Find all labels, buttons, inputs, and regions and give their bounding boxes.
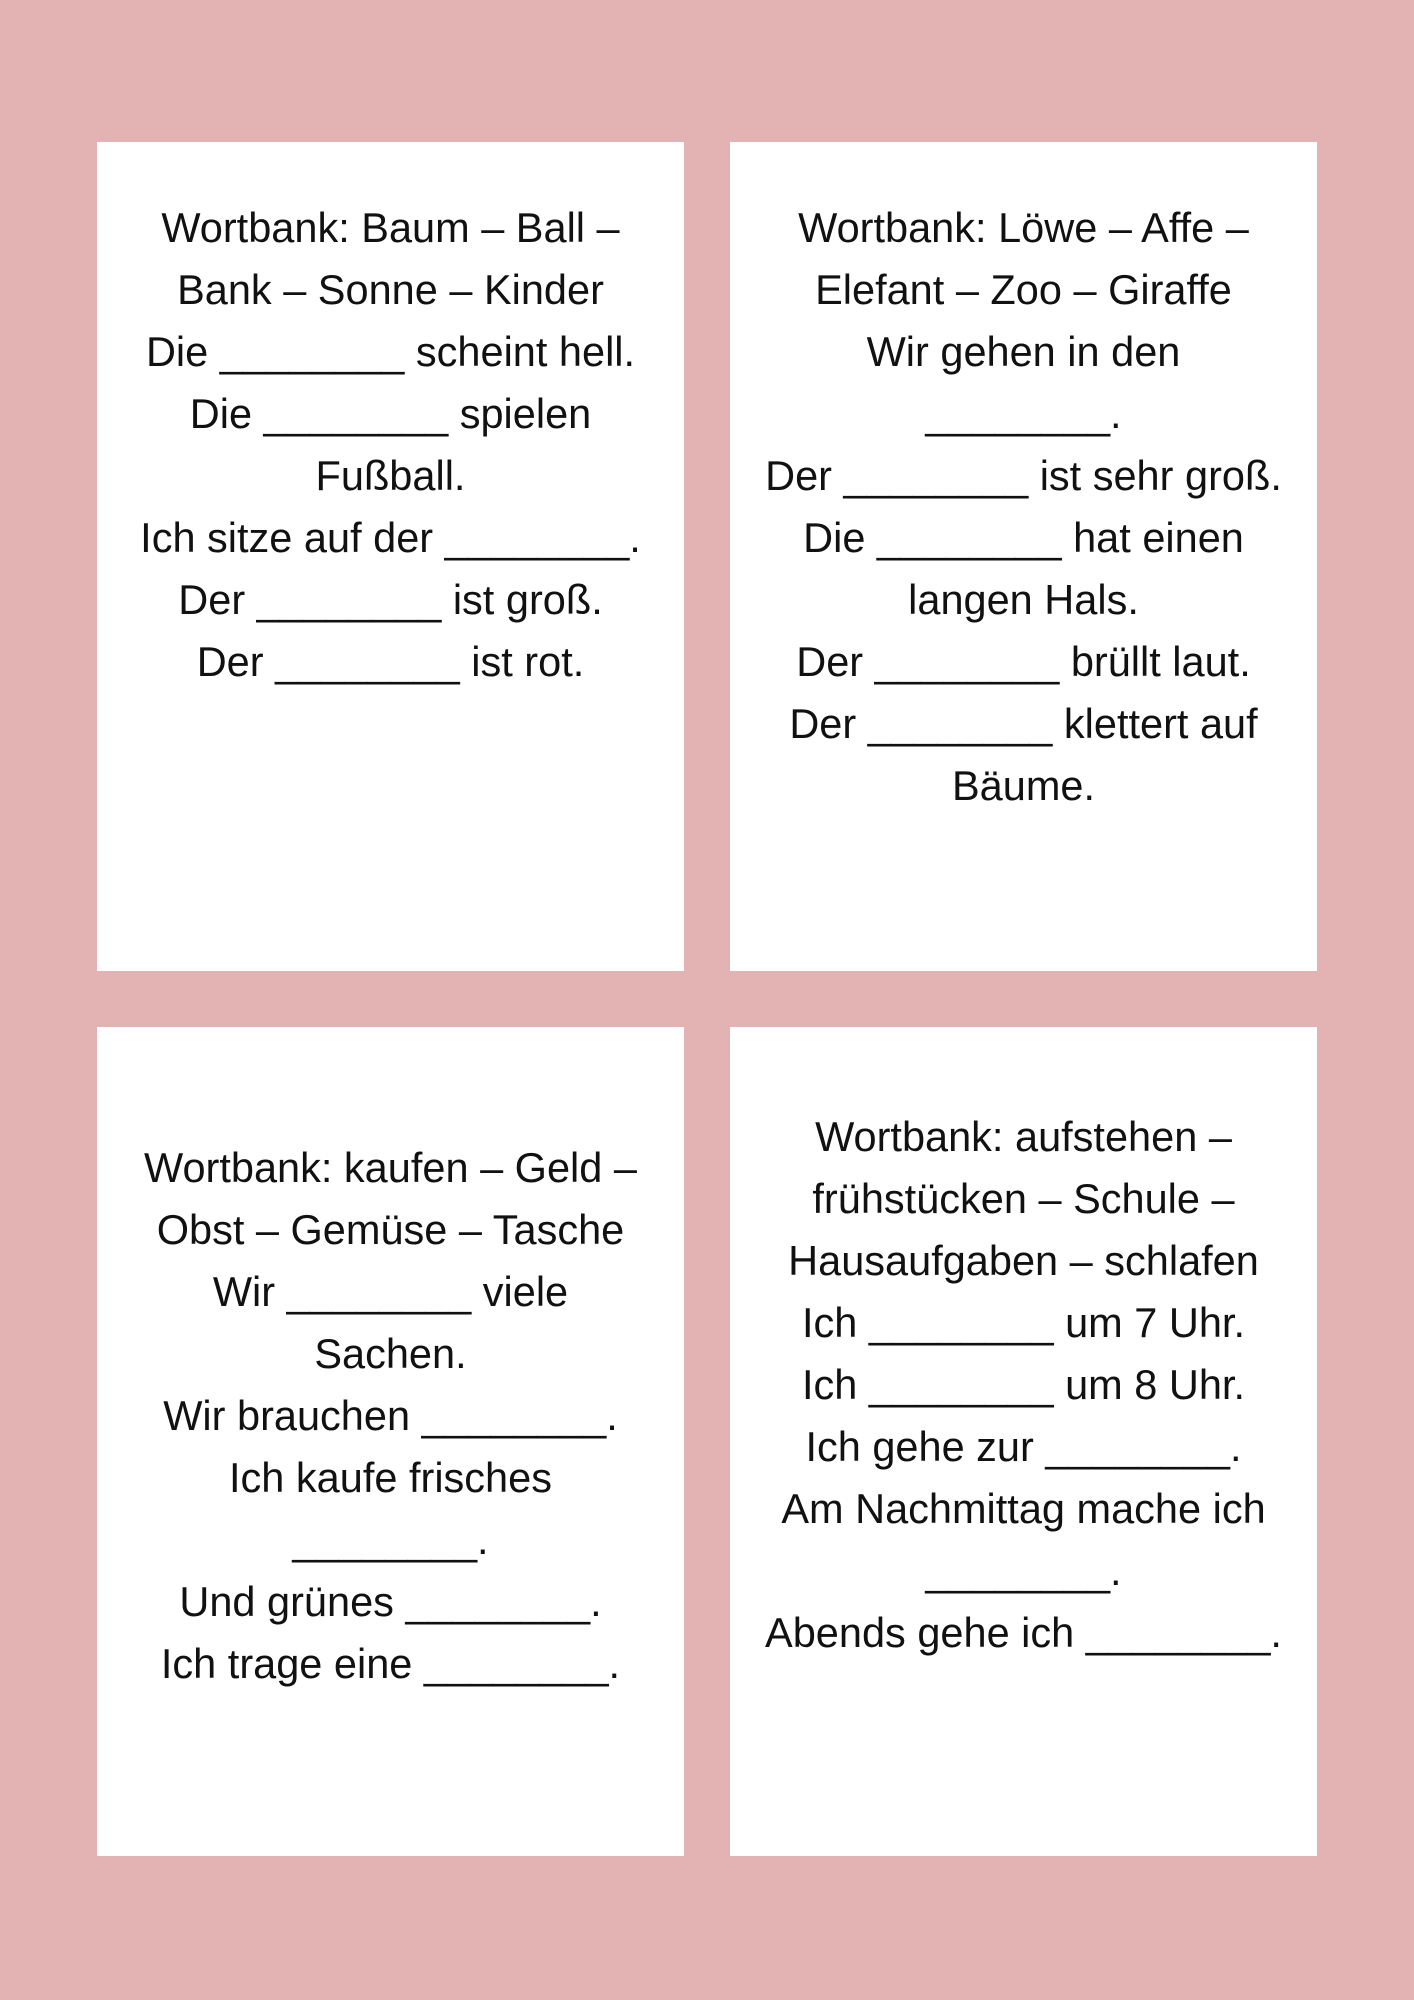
sentence-4: Und grünes ________.: [179, 1578, 602, 1625]
sentence-2: Ich ________ um 8 Uhr.: [802, 1361, 1245, 1408]
sentence-5: Der ________ ist rot.: [196, 638, 585, 685]
worksheet-card-1: [97, 142, 684, 971]
card-3-text: [131, 1137, 650, 1695]
sentence-5: Ich trage eine ________.: [160, 1640, 621, 1687]
sentence-2: Wir brauchen ________.: [163, 1392, 618, 1439]
worksheet-card-3: [97, 1027, 684, 1856]
word-bank: Wortbank: Baum – Ball – Bank – Sonne – Kinder: [161, 204, 620, 313]
word-bank: Wortbank: Löwe – Affe – Elefant – Zoo – Giraffe: [798, 204, 1249, 313]
sentence-3: Ich kaufe frisches ________.: [229, 1454, 552, 1563]
word-bank: Wortbank: kaufen – Geld – Obst – Gemüse – Tasche: [144, 1144, 637, 1253]
sentence-3: Ich gehe zur ________.: [805, 1423, 1242, 1470]
sentence-5: Abends gehe ich ________.: [765, 1609, 1282, 1656]
card-2-text: [764, 197, 1283, 817]
card-4-text: [764, 1106, 1283, 1664]
sentence-1: Wir gehen in den ________.: [866, 328, 1181, 437]
sentence-3: Die ________ hat einen langen Hals.: [803, 514, 1244, 623]
worksheet-card-2: [730, 142, 1317, 971]
sentence-2: Die ________ spielen Fußball.: [189, 390, 592, 499]
sentence-5: Der ________ klettert auf Bäume.: [789, 700, 1258, 809]
sentence-4: Der ________ brüllt laut.: [796, 638, 1251, 685]
sentence-1: Wir ________ viele Sachen.: [212, 1268, 569, 1377]
card-1-text: [131, 197, 650, 693]
worksheet-card-4: [730, 1027, 1317, 1856]
sentence-2: Der ________ ist sehr groß.: [765, 452, 1282, 499]
sentence-1: Die ________ scheint hell.: [145, 328, 636, 375]
sentence-1: Ich ________ um 7 Uhr.: [802, 1299, 1245, 1346]
word-bank: Wortbank: aufstehen – frühstücken – Schule – Hausaufgaben – schlafen: [788, 1113, 1259, 1284]
sentence-4: Am Nachmittag mache ich ________.: [781, 1485, 1266, 1594]
sentence-3: Ich sitze auf der ________.: [140, 514, 641, 561]
sentence-4: Der ________ ist groß.: [178, 576, 603, 623]
